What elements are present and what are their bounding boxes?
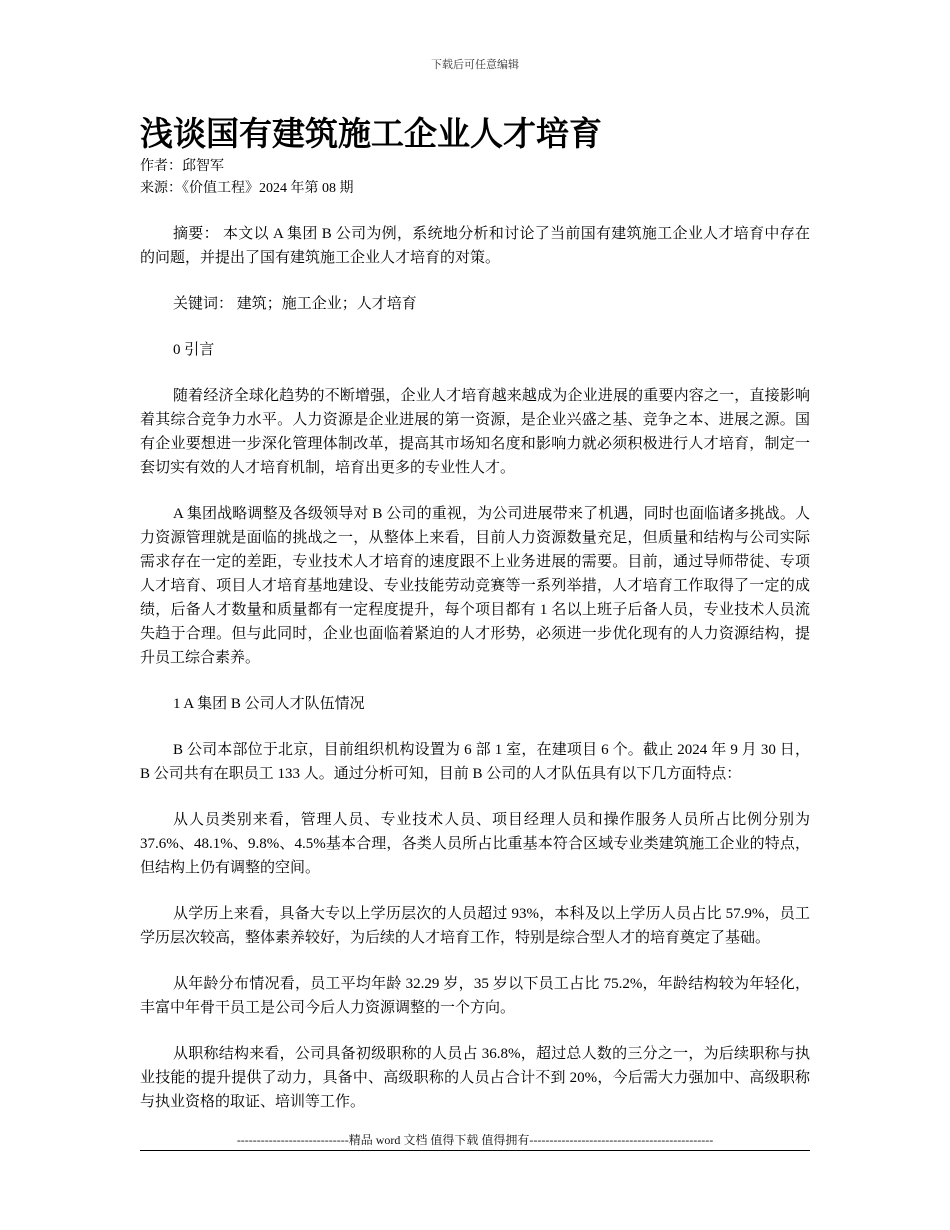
keywords-paragraph: 关键词： 建筑；施工企业；人才培育 <box>173 296 417 312</box>
body-paragraph: 从学历上来看，具备大专以上学历层次的人员超过 93%，本科及以上学历人员占比 57.9%，员工学历层次较高，整体素养较好，为后续的人才培育工作，特别是综合型人才的培育奠定了基础。 <box>140 906 810 946</box>
footer-divider <box>140 1150 810 1151</box>
body-paragraph: B 公司本部位于北京，目前组织机构设置为 6 部 1 室，在建项目 6 个。截止 2024 年 9 月 30 日，B 公司共有在职员工 133 人。通过分析可知，目前 B 公司的人才队伍具有以下几方面特点： <box>140 742 810 782</box>
article-body <box>140 112 810 1114</box>
page-header: 下载后可任意编辑 <box>431 59 519 71</box>
page-footer-text: ----------------------------精品 word 文档 值得下载 值得拥有---------------------------------------------- <box>236 1133 714 1147</box>
article-author: 作者：邱智军 <box>140 159 224 174</box>
section-heading-intro: 0 引言 <box>173 342 215 358</box>
article-title: 浅谈国有建筑施工企业人才培育 <box>140 114 602 153</box>
article-source: 来源：《价值工程》2024 年第 08 期 <box>140 181 354 196</box>
body-paragraph: A 集团战略调整及各级领导对 B 公司的重视，为公司进展带来了机遇，同时也面临诸多挑战。人力资源管理就是面临的挑战之一，从整体上来看，目前人力资源数量充足，但质量和结构与公司实际需求存在一定的差距，专业技术人才培育的速度跟不上业务进展的需要。目前，通过导师带徒、专项人才培育、项目人才培育基地建设、专业技能劳动竞赛等一系列举措，人才培育工作取得了一定的成绩，后备人才数量和质量都有一定程度提升，每个项目都有 1 名以上班子后备人员，专业技术人员流失趋于合理。但与此同时，企业也面临着紧迫的人才形势，必须进一步优化现有的人力资源结构，提升员工综合素养。 <box>140 506 810 666</box>
body-paragraph: 从职称结构来看，公司具备初级职称的人员占 36.8%，超过总人数的三分之一，为后续职称与执业技能的提升提供了动力，具备中、高级职称的人员占合计不到 20%，今后需大力强加中、高级职称与执业资格的取证、培训等工作。 <box>140 1046 810 1110</box>
section-heading-1: 1 A 集团 B 公司人才队伍情况 <box>173 696 365 712</box>
body-paragraph: 从年龄分布情况看，员工平均年龄 32.29 岁，35 岁以下员工占比 75.2%，年龄结构较为年轻化，丰富中年骨干员工是公司今后人力资源调整的一个方向。 <box>140 976 810 1016</box>
abstract-paragraph: 摘要： 本文以 A 集团 B 公司为例，系统地分析和讨论了当前国有建筑施工企业人才培育中存在的问题，并提出了国有建筑施工企业人才培育的对策。 <box>140 226 810 266</box>
body-paragraph: 随着经济全球化趋势的不断增强，企业人才培育越来越成为企业进展的重要内容之一，直接影响着其综合竞争力水平。人力资源是企业进展的第一资源，是企业兴盛之基、竞争之本、进展之源。国有企业要想进一步深化管理体制改革，提高其市场知名度和影响力就必须积极进行人才培育，制定一套切实有效的人才培育机制，培育出更多的专业性人才。 <box>140 388 810 476</box>
body-paragraph: 从人员类别来看，管理人员、专业技术人员、项目经理人员和操作服务人员所占比例分别为 37.6%、48.1%、9.8%、4.5%基本合理，各类人员所占比重基本符合区域专业类建筑施工企业的特点，但结构上仍有调整的空间。 <box>140 812 810 876</box>
